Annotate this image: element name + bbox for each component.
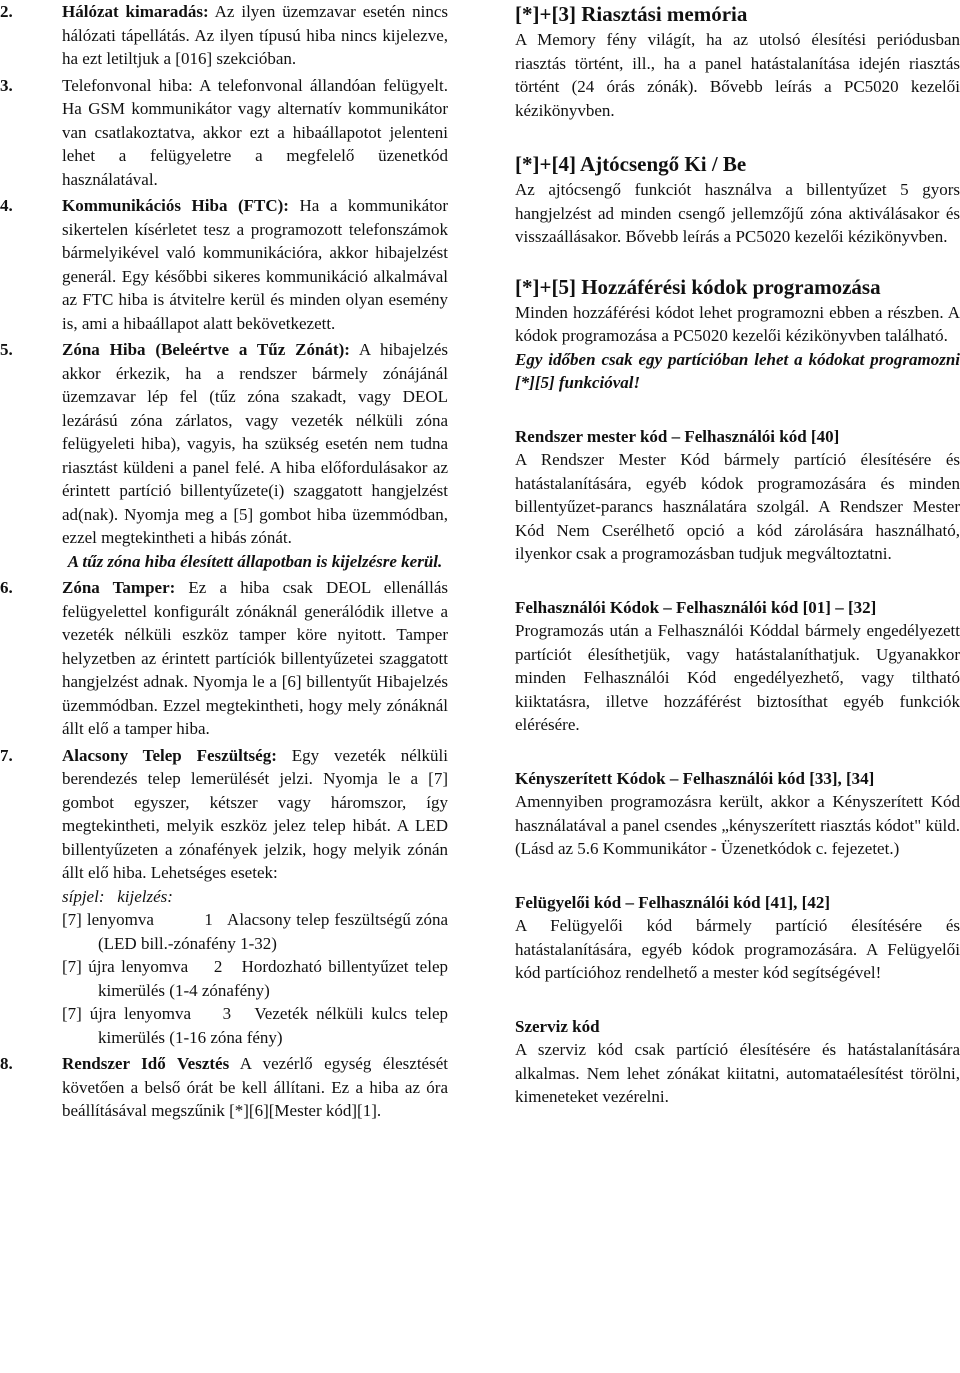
section-title: [*]+[3] Riasztási memória <box>515 2 748 26</box>
item-number: 2. <box>0 2 13 21</box>
section-text: A Felügyelői kód bármely partíció élesítésére és hatástalanítására, egyéb kódok programozására. A Felügyelői kód partícióhoz rendelhető a mester kód segítségével! <box>515 916 960 982</box>
item-number: 3. <box>0 75 13 95</box>
item-text: Telefonvonal hiba: A telefonvonal állandóan felügyelt. Ha GSM kommunikátor vagy alternatív kommunikátor van csatlakoztatva, akkor ezt a hibaállapotot jelenteni lehet a felügyeletre a megfelelő üzenetkód használatával. <box>62 75 448 189</box>
section-title: Felügyelői kód – Felhasználói kód [41], [42] <box>515 892 830 912</box>
item-title: Kommunikációs Hiba (FTC): <box>62 196 289 215</box>
section-text: Programozás után a Felhasználói Kóddal bármely engedélyezett partíciót élesíthetjük, vagy hatástalaníthatjuk. Ugyanakkor minden Felhasználói Kód engedélyezhető, vagy tiltható kiiktatásra, illetve hozzáférést biztosíthat egyéb funkciók elérésére. <box>515 621 960 734</box>
section-emphasis: Egy időben csak egy partícióban lehet a kódokat programozni [*][5] funkcióval! <box>515 349 960 392</box>
list-item <box>0 744 453 1050</box>
item-number: 8. <box>0 1054 13 1073</box>
list-item <box>0 74 448 192</box>
section-user-codes <box>515 596 960 737</box>
list-item <box>0 0 448 71</box>
item-number: 5. <box>0 340 13 359</box>
section-title: Felhasználói Kódok – Felhasználói kód [01] – [32] <box>515 597 877 617</box>
fire-zone-note: A tűz zóna hiba élesített állapotban is kijelzésre kerül. <box>67 551 443 571</box>
section-text: A szerviz kód csak partíció élesítésére és hatástalanítására alkalmas. Nem lehet zónákat kiitatni, automataélesítést törölni, kimeneteket vezérelni. <box>515 1040 960 1106</box>
item-text: Az ilyen üzemzavar esetén nincs hálózati tápellátás. Az ilyen típusú hiba nincs kijelezve, ha ezt letiltjuk a [016] szekcióban. <box>62 2 448 68</box>
case-row: [7] újra lenyomva 2 Hordozható billentyűzet telep kimerülés (1-4 zónafény) <box>62 957 453 1000</box>
section-text: Minden hozzáférési kódot lehet programozni ebben a részben. A kódok programozása a PC5020 kezelői kézikönyvben található. <box>515 302 960 345</box>
section-title: Rendszer mester kód – Felhasználói kód [40] <box>515 426 840 446</box>
case-row: [7] lenyomva 1 Alacsony telep feszültségű zóna (LED bill.-zónafény 1-32) <box>62 910 453 953</box>
section-master-code <box>515 425 960 566</box>
left-column <box>0 0 453 1123</box>
case-row: [7] újra lenyomva 3 Vezeték nélküli kulcs telep kimerülés (1-16 zóna fény) <box>62 1004 453 1047</box>
item-number: 7. <box>0 745 13 765</box>
section-door-chime <box>515 150 960 249</box>
section-access-codes <box>515 273 960 395</box>
section-text: Az ajtócsengő funkciót használva a billentyűzet 5 gyors hangjelzést ad minden csengő jellemzőjű zóna aktiválásakor és visszaállásakor. Bővebb leírás a PC5020 kezelői kézikönyvben. <box>515 180 960 246</box>
cases-header: sípjel: kijelzés: <box>62 886 173 906</box>
item-number: 6. <box>0 578 13 597</box>
section-title: [*]+[4] Ajtócsengő Ki / Be <box>515 152 747 176</box>
section-supervisor-code <box>515 891 960 985</box>
section-text: A Memory fény világít, ha az utolsó élesítési periódusban riasztás történt, ill., ha a panel hatástalanítása idején riasztás történt (24 órás zónák). Bővebb leírás a PC5020 kezelői kézikönyvben. <box>515 30 960 120</box>
list-item <box>0 1052 448 1123</box>
item-title: Zóna Tamper: <box>62 578 176 597</box>
item-number: 4. <box>0 196 13 215</box>
item-text: Egy vezeték nélküli berendezés telep lemerülését jelzi. Nyomja le a [7] gombot egyszer, kétszer vagy háromszor, így megtekintheti, melyik eszköz jelez telep hibát. A LED billentyűzeten a zónafények jelzik, hogy melyik zónán állt elő hiba. Lehetséges esetek: <box>62 745 448 882</box>
section-duress-codes <box>515 767 960 861</box>
right-column <box>515 0 960 1109</box>
section-service-code <box>515 1015 960 1109</box>
item-text: A hibajelzés akkor érkezik, ha a rendszer bármely zónájánál üzemzavar lép fel (tűz zóna szakadt, vagy DEOL lezárású zóna zárlatos, vagy vezeték nélküli zóna felügyeleti hiba), vagyis, ha szükség esetén nem tudna riasztást küldeni a panel felé. A hiba előfordulásakor az érintett partíció billentyűzete(i) szaggatott hangjelzést ad(nak). Nyomja meg a [5] gombot hiba üzemmódban, ezzel megtekintheti a hibás zónát. <box>62 340 448 547</box>
item-title: Rendszer Idő Vesztés <box>62 1054 230 1073</box>
item-text: A vezérlő egység élesztését követően a belső órát be kell állítani. Ez a hiba az óra beállításával megszűnik [*][6][Mester kód][1]. <box>62 1054 448 1120</box>
section-text: A Rendszer Mester Kód bármely partíció élesítésére és hatástalanítására, egyéb kódok programozására és minden billentyűzet-parancs használatára szolgál. A Rendszer Mester Kód Nem Cserélhető opció a kód zárolására használható, ilyenkor csak a programozásban tudjuk megváltoztatni. <box>515 450 960 563</box>
item-text: Ez a hiba csak DEOL ellenállás felügyelettel konfigurált zónáknál generálódik illetve a vezeték nélküli eszköz tamper köre nyitott. Tamper helyzetben az érintett partíciók billentyűzetei szaggatott hangjelzést adnak. Nyomja le a [6] billentyűt Hibajelzés üzemmódban. Ezzel megtekintheti, hogy mely zónáknál állt elő a tamper hiba. <box>62 578 448 738</box>
item-title: Zóna Hiba (Beleértve a Tűz Zónát): <box>62 340 350 359</box>
section-alarm-memory <box>515 0 960 122</box>
section-text: Amennyiben programozásra került, akkor a Kényszerített Kód használatával a panel csendes „kényszerített riasztás kódot" küld. (Lásd az 5.6 Kommunikátor - Üzenetkódok c. fejezetet.) <box>515 792 960 858</box>
section-title: Kényszerített Kódok – Felhasználói kód [33], [34] <box>515 768 875 788</box>
item-text: Ha a kommunikátor sikertelen kísérletet tesz a programozott telefonszámok bármelyikével való kommunikációra, akkor hibajelzést generál. Egy későbbi sikeres kommunikáció alkalmával az FTC hiba is átvitelre kerül és minden olyan esemény is, ami a hibaállapot alatt bekövetkezett. <box>62 196 448 333</box>
list-item <box>0 576 448 741</box>
list-item <box>0 194 448 335</box>
item-title: Alacsony Telep Feszültség: <box>62 745 277 765</box>
section-title: [*]+[5] Hozzáférési kódok programozása <box>515 274 881 299</box>
list-item <box>0 338 448 573</box>
section-title: Szerviz kód <box>515 1016 600 1036</box>
item-title: Hálózat kimaradás: <box>62 2 209 21</box>
